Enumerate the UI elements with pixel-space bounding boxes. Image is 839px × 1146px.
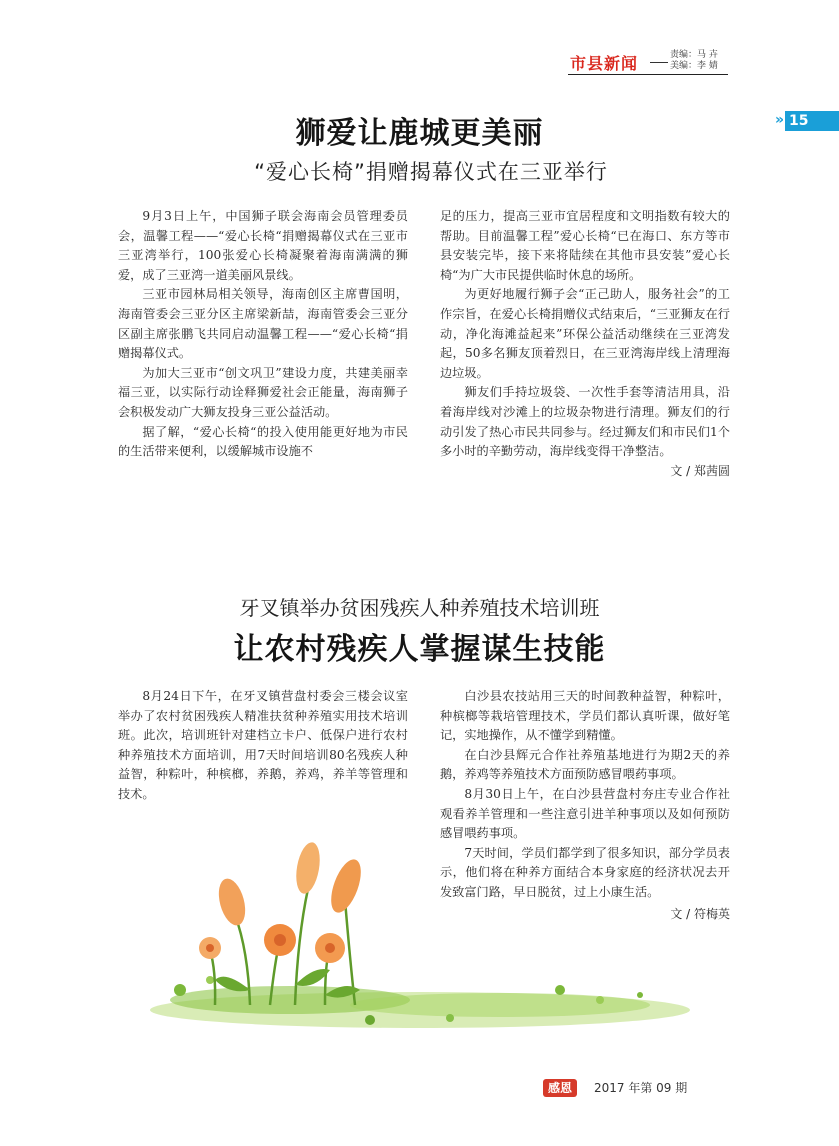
article1-subtitle: “爱心长椅”捐赠揭幕仪式在三亚举行 [254, 160, 608, 184]
header-rule [568, 74, 728, 75]
article1-title: 狮爱让鹿城更美丽 [295, 116, 544, 151]
article1-byline: 文 / 郑茜圆 [670, 463, 730, 478]
paragraph: 8月24日下午，在牙叉镇营盘村委会三楼会议室举办了农村贫困残疾人精准扶贫种养殖实用技术培训班。此次，培训班针对建档立卡户、低保户进行农村种养殖技术方面培训，用7天时间培训80名残疾人种益智，种粽叶，种槟榔，养鹅，养鸡，养羊等管理和技术。 [118, 689, 408, 801]
paragraph: 7天时间，学员们都学到了很多知识，部分学员表示，他们将在种养方面结合本身家庭的经济状况去开发致富门路，早日脱贫，过上小康生活。 [440, 845, 730, 899]
issue-number: 2017 年第 09 期 [594, 1081, 688, 1095]
magazine-logo: 感恩 [543, 1079, 577, 1097]
paragraph [440, 383, 730, 478]
editor-credit: 责编：马 卉 [670, 50, 718, 60]
paragraph-continued: 足的压力，提高三亚市宜居程度和文明指数有较大的帮助。目前温馨工程”爱心长椅“已在海口、东方等市县安装完毕，接下来将陆续在其他市县安装”爱心长椅“为广大市民提供临时休息的场所。 [440, 209, 730, 282]
article2-column-left [118, 687, 408, 805]
paragraph: 9月3日上午，中国狮子联会海南会员管理委员会，温馨工程——“爱心长椅“捐赠揭幕仪式在三亚市三亚湾举行，100张爱心长椅凝聚着海南满满的狮爱，成了三亚湾一道美丽风景线。 [118, 209, 408, 282]
section-name: 市县新闻 [570, 54, 639, 73]
paragraph: 在白沙县辉元合作社养殖基地进行为期2天的养鹅，养鸡等养殖技术方面预防感冒喂药事项。 [440, 747, 730, 782]
article1-column-left [118, 207, 408, 462]
page-number: 15 [785, 111, 839, 131]
header-dash [650, 62, 668, 63]
paragraph: 8月30日上午，在白沙县营盘村夯庄专业合作社观看养羊管理和一些注意引进羊种事项以及如何预防感冒喂药事项。 [440, 786, 730, 841]
flower-illustration [120, 840, 720, 1040]
paragraph: 为加大三亚市“创文巩卫”建设力度，共建美丽幸福三亚，以实际行动诠释狮爱社会正能量，海南狮子会积极发动广大狮友投身三亚公益活动。 [118, 365, 408, 419]
article2-byline: 文 / 符梅英 [670, 906, 730, 921]
paragraph: 为更好地履行狮子会“正己助人，服务社会”的工作宗旨，在爱心长椅捐赠仪式结束后，“三亚狮友在行动，净化海滩益起来”环保公益活动继续在三亚湾发起，50多名狮友顶着烈日，在三亚湾海岸线上清理海边垃圾。 [440, 287, 730, 380]
article2-kicker: 牙叉镇举办贫困残疾人种养殖技术培训班 [239, 596, 600, 620]
editor-credits [670, 50, 718, 72]
double-chevron-icon: » [775, 112, 782, 128]
paragraph: 据了解，“爱心长椅“的投入使用能更好地为市民的生活带来便利，以缓解城市设施不 [118, 424, 408, 459]
flower-icon [199, 840, 367, 963]
designer-credit: 美编：李 婧 [670, 61, 718, 71]
article1-column-right [440, 207, 730, 481]
article2-title: 让农村残疾人掌握谋生技能 [233, 632, 606, 667]
paragraph: 三亚市园林局相关领导，海南创区主席曹国明，海南管委会三亚分区主席梁新喆，海南管委会三亚分区副主席张鹏飞共同启动温馨工程——“爱心长椅“捐赠揭幕仪式。 [118, 287, 408, 361]
paragraph-text: 狮友们手持垃圾袋、一次性手套等清洁用具，沿着海岸线对沙滩上的垃圾杂物进行清理。狮友们的行动引发了热心市民共同参与。经过狮友们和市民们1个多小时的辛勤劳动，海岸线变得干净整洁。 [440, 385, 730, 459]
paragraph: 白沙县农技站用三天的时间教种益智，种粽叶，种槟榔等栽培管理技术，学员们都认真听课，做好笔记，实地操作，从不懂学到精懂。 [440, 689, 730, 743]
